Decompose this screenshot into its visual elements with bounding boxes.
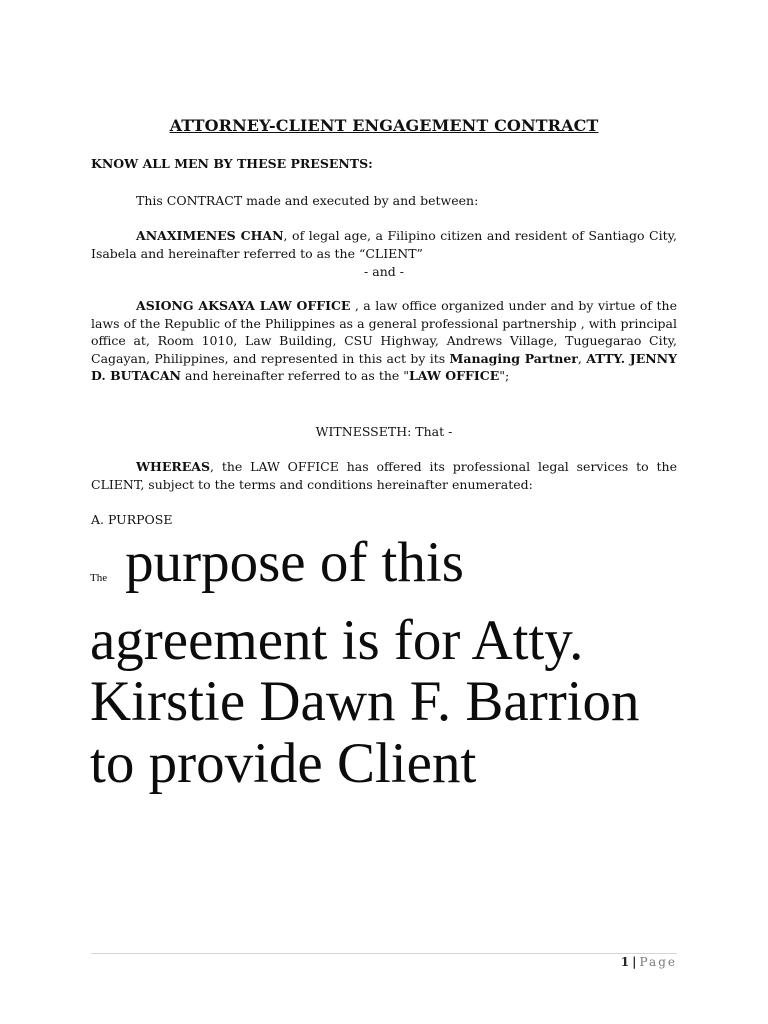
whereas-word: WHEREAS (136, 459, 211, 474)
law-office-name: ASIONG AKSAYA LAW OFFICE (136, 298, 351, 313)
footer-divider (91, 953, 677, 954)
law-office-closing: "; (499, 368, 510, 383)
attorney-name: ATTY. JENNY D. BUTACAN (91, 350, 678, 383)
intro-paragraph: This CONTRACT made and executed by and between: (136, 193, 479, 208)
and-separator: - and - (364, 264, 404, 279)
page-label: Page (639, 955, 677, 969)
law-office-description: , a law office organized under and by virtue of the laws of the Republic of the Philippines as a general professional partnership , with principal office at, Room 1010, Law Building, CSU Highway, Andrews Village, Tuguegarao City, Cagayan, Philippines, and represented in this act by its (91, 298, 677, 366)
law-office-paragraph (91, 297, 677, 385)
know-all-men-heading: KNOW ALL MEN BY THESE PRESENTS: (91, 156, 373, 171)
law-office-comma: , (577, 350, 587, 366)
document-title: ATTORNEY-CLIENT ENGAGEMENT CONTRACT (169, 116, 599, 135)
law-office-referred-text: and hereinafter referred to as the " (180, 368, 410, 383)
client-name: ANAXIMENES CHAN (136, 228, 284, 243)
witnesseth-line: WITNESSETH: That - (315, 424, 453, 439)
managing-partner-role: Managing Partner (449, 350, 578, 366)
page-number: 1 (620, 955, 630, 969)
page-separator: | (632, 955, 637, 969)
client-paragraph (91, 227, 677, 262)
section-a-heading: A. PURPOSE (91, 512, 173, 527)
purpose-small-text: The (90, 572, 108, 584)
page-footer (621, 955, 677, 969)
law-office-label: LAW OFFICE (409, 368, 500, 383)
whereas-text: , the LAW OFFICE has offered its professional legal services to the CLIENT, subject to the terms and conditions hereinafter enumerated: (91, 459, 677, 492)
purpose-large-text: purpose of this agreement is for Atty. Kirstie Dawn F. Barrion to provide Client (90, 531, 640, 795)
purpose-paragraph (90, 532, 690, 794)
client-description: , of legal age, a Filipino citizen and resident of Santiago City, Isabela and hereinafter referred to as the “CLIENT” (91, 228, 677, 261)
whereas-paragraph (91, 458, 677, 493)
